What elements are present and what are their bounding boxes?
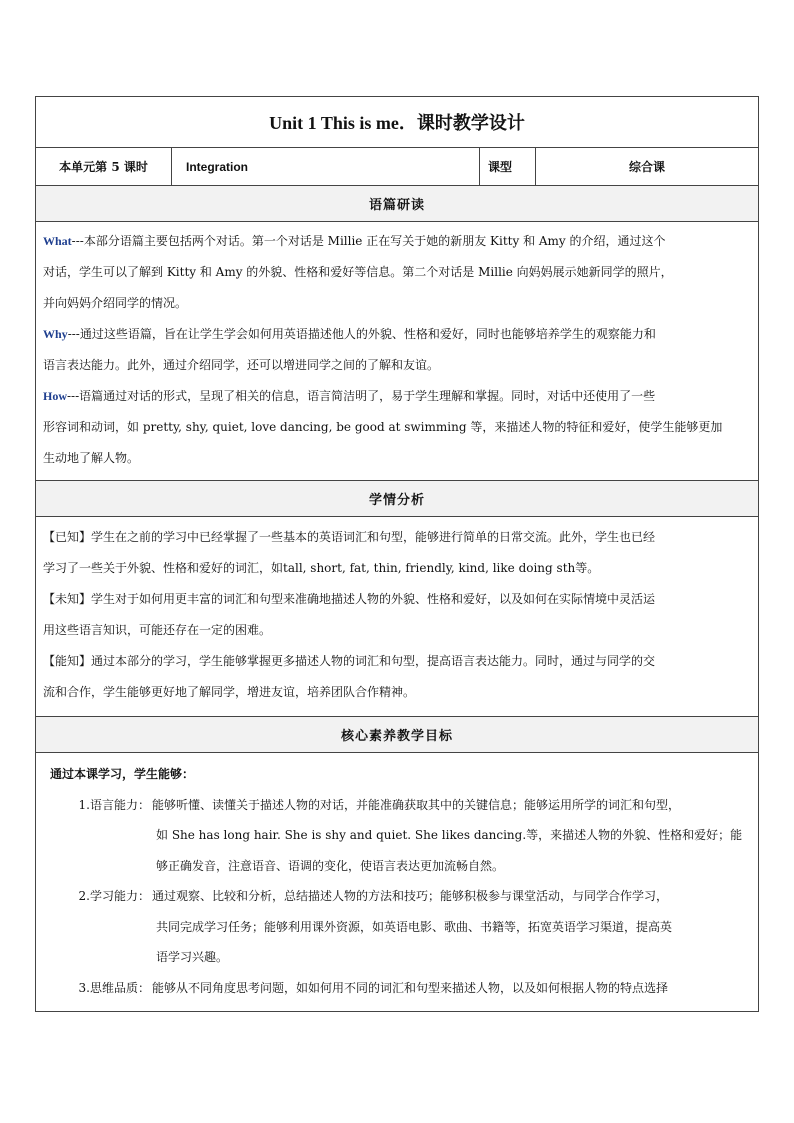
able-line-2: 流和合作，学生能够更好地了解同学，增进友谊，培养团队合作精神。 [43, 685, 416, 699]
goal-2-text: 通过观察、比较和分析，总结描述人物的方法和技巧；能够积极参与课堂活动，与同学合作学习， [152, 889, 669, 903]
student-analysis-heading [36, 481, 758, 517]
why-keyword: Why [43, 327, 68, 341]
lesson-topic-cell: Integration [172, 148, 480, 185]
what-line-1 [43, 226, 752, 257]
goal-1-number: 1. [78, 797, 90, 812]
lesson-type-label: 课型 [480, 148, 536, 185]
how-line-3: 生动地了解人物。 [43, 451, 140, 465]
goal-2-label: 学习能力： [90, 889, 151, 903]
goal-1-label: 语言能力： [90, 797, 151, 812]
lesson-type-value: 综合课 [628, 160, 665, 174]
how-line-2: 形容词和动词，如 pretty, shy, quiet, love dancing, be good at swimming 等，来描述人物的特征和爱好，使学生能够更加 [43, 420, 723, 434]
why-text: ---通过这些语篇，旨在让学生学会如何用英语描述他人的外貌、性格和爱好，同时也能够培养学生的观察能力和 [67, 327, 656, 341]
what-text: ---本部分语篇主要包括两个对话。第一个对话是 Millie 正在写关于她的新朋友 Kitty 和 Amy 的介绍，通过这个 [71, 234, 666, 248]
able-line-1: 【能知】通过本部分的学习，学生能够掌握更多描述人物的词汇和句型，提高语言表达能力。同时，通过与同学的交 [43, 654, 656, 668]
unknown-line-1: 【未知】学生对于如何用更丰富的词汇和句型来准确地描述人物的外貌、性格和爱好，以及如何在实际情境中灵活运 [43, 592, 656, 606]
text-study-heading-text: 语篇研读 [368, 198, 425, 213]
why-line-1 [43, 319, 752, 350]
lesson-meta-row [36, 148, 758, 186]
goals-body [36, 753, 758, 1012]
goal-item-2 [50, 881, 752, 912]
lesson-number-cell: 本单元第 5 课时 [36, 148, 172, 185]
unknown-line-2: 用这些语言知识，可能还存在一定的困难。 [43, 623, 272, 637]
goal-2-number: 2. [78, 889, 90, 903]
text-study-body [36, 222, 758, 481]
goal-2-text-cont-1: 共同完成学习任务；能够利用课外资源，如英语电影、歌曲、书籍等，拓宽英语学习渠道，提高英 [156, 919, 673, 934]
goal-3-text: 能够从不同角度思考问题，如如何用不同的词汇和句型来描述人物，以及如何根据人物的特点选择 [152, 980, 669, 995]
how-line-1 [43, 381, 752, 412]
goal-item-1 [50, 790, 752, 821]
goal-3-number: 3. [78, 980, 90, 995]
lesson-plan-table [35, 96, 759, 1012]
goal-item-3 [50, 973, 752, 1004]
goals-heading-text: 核心素养教学目标 [340, 729, 453, 744]
goals-heading [36, 717, 758, 753]
what-line-3: 并向妈妈介绍同学的情况。 [43, 296, 188, 310]
goal-2-text-cont-2: 语学习兴趣。 [156, 950, 229, 964]
goals-lead: 通过本课学习，学生能够： [50, 767, 195, 781]
goal-1-text-cont-1: 如 She has long hair. She is shy and quiet. She likes dancing.等，来描述人物的外貌、性格和爱好；能 [156, 828, 743, 842]
document-title [36, 97, 758, 148]
known-line-1: 【已知】学生在之前的学习中已经掌握了一些基本的英语词汇和句型，能够进行简单的日常交流。此外，学生也已经 [43, 530, 656, 544]
what-line-2: 对话，学生可以了解到 Kitty 和 Amy 的外貌、性格和爱好等信息。第二个对话是 Millie 向妈妈展示她新同学的照片， [43, 265, 673, 279]
student-analysis-heading-text: 学情分析 [368, 493, 425, 508]
what-keyword: What [43, 234, 72, 248]
how-text: ---语篇通过对话的形式，呈现了相关的信息，语言简洁明了，易于学生理解和掌握。同时，对话中还使用了一些 [67, 389, 656, 403]
goal-1-text-cont-2: 够正确发音，注意语音、语调的变化，使语言表达更加流畅自然。 [156, 858, 505, 873]
goal-3-label: 思维品质： [90, 980, 151, 995]
why-line-2: 语言表达能力。此外，通过介绍同学，还可以增进同学之间的了解和友谊。 [43, 358, 440, 372]
text-study-heading [36, 186, 758, 222]
goal-1-text: 能够听懂、读懂关于描述人物的对话，并能准确获取其中的关键信息；能够运用所学的词汇和句型， [152, 797, 681, 812]
title-text: Unit 1 This is me．课时教学设计 [269, 113, 525, 133]
student-analysis-body [36, 517, 758, 717]
known-line-2: 学习了一些关于外貌、性格和爱好的词汇，如tall, short, fat, thin, friendly, kind, like doing sth等。 [43, 561, 600, 575]
how-keyword: How [43, 389, 67, 403]
